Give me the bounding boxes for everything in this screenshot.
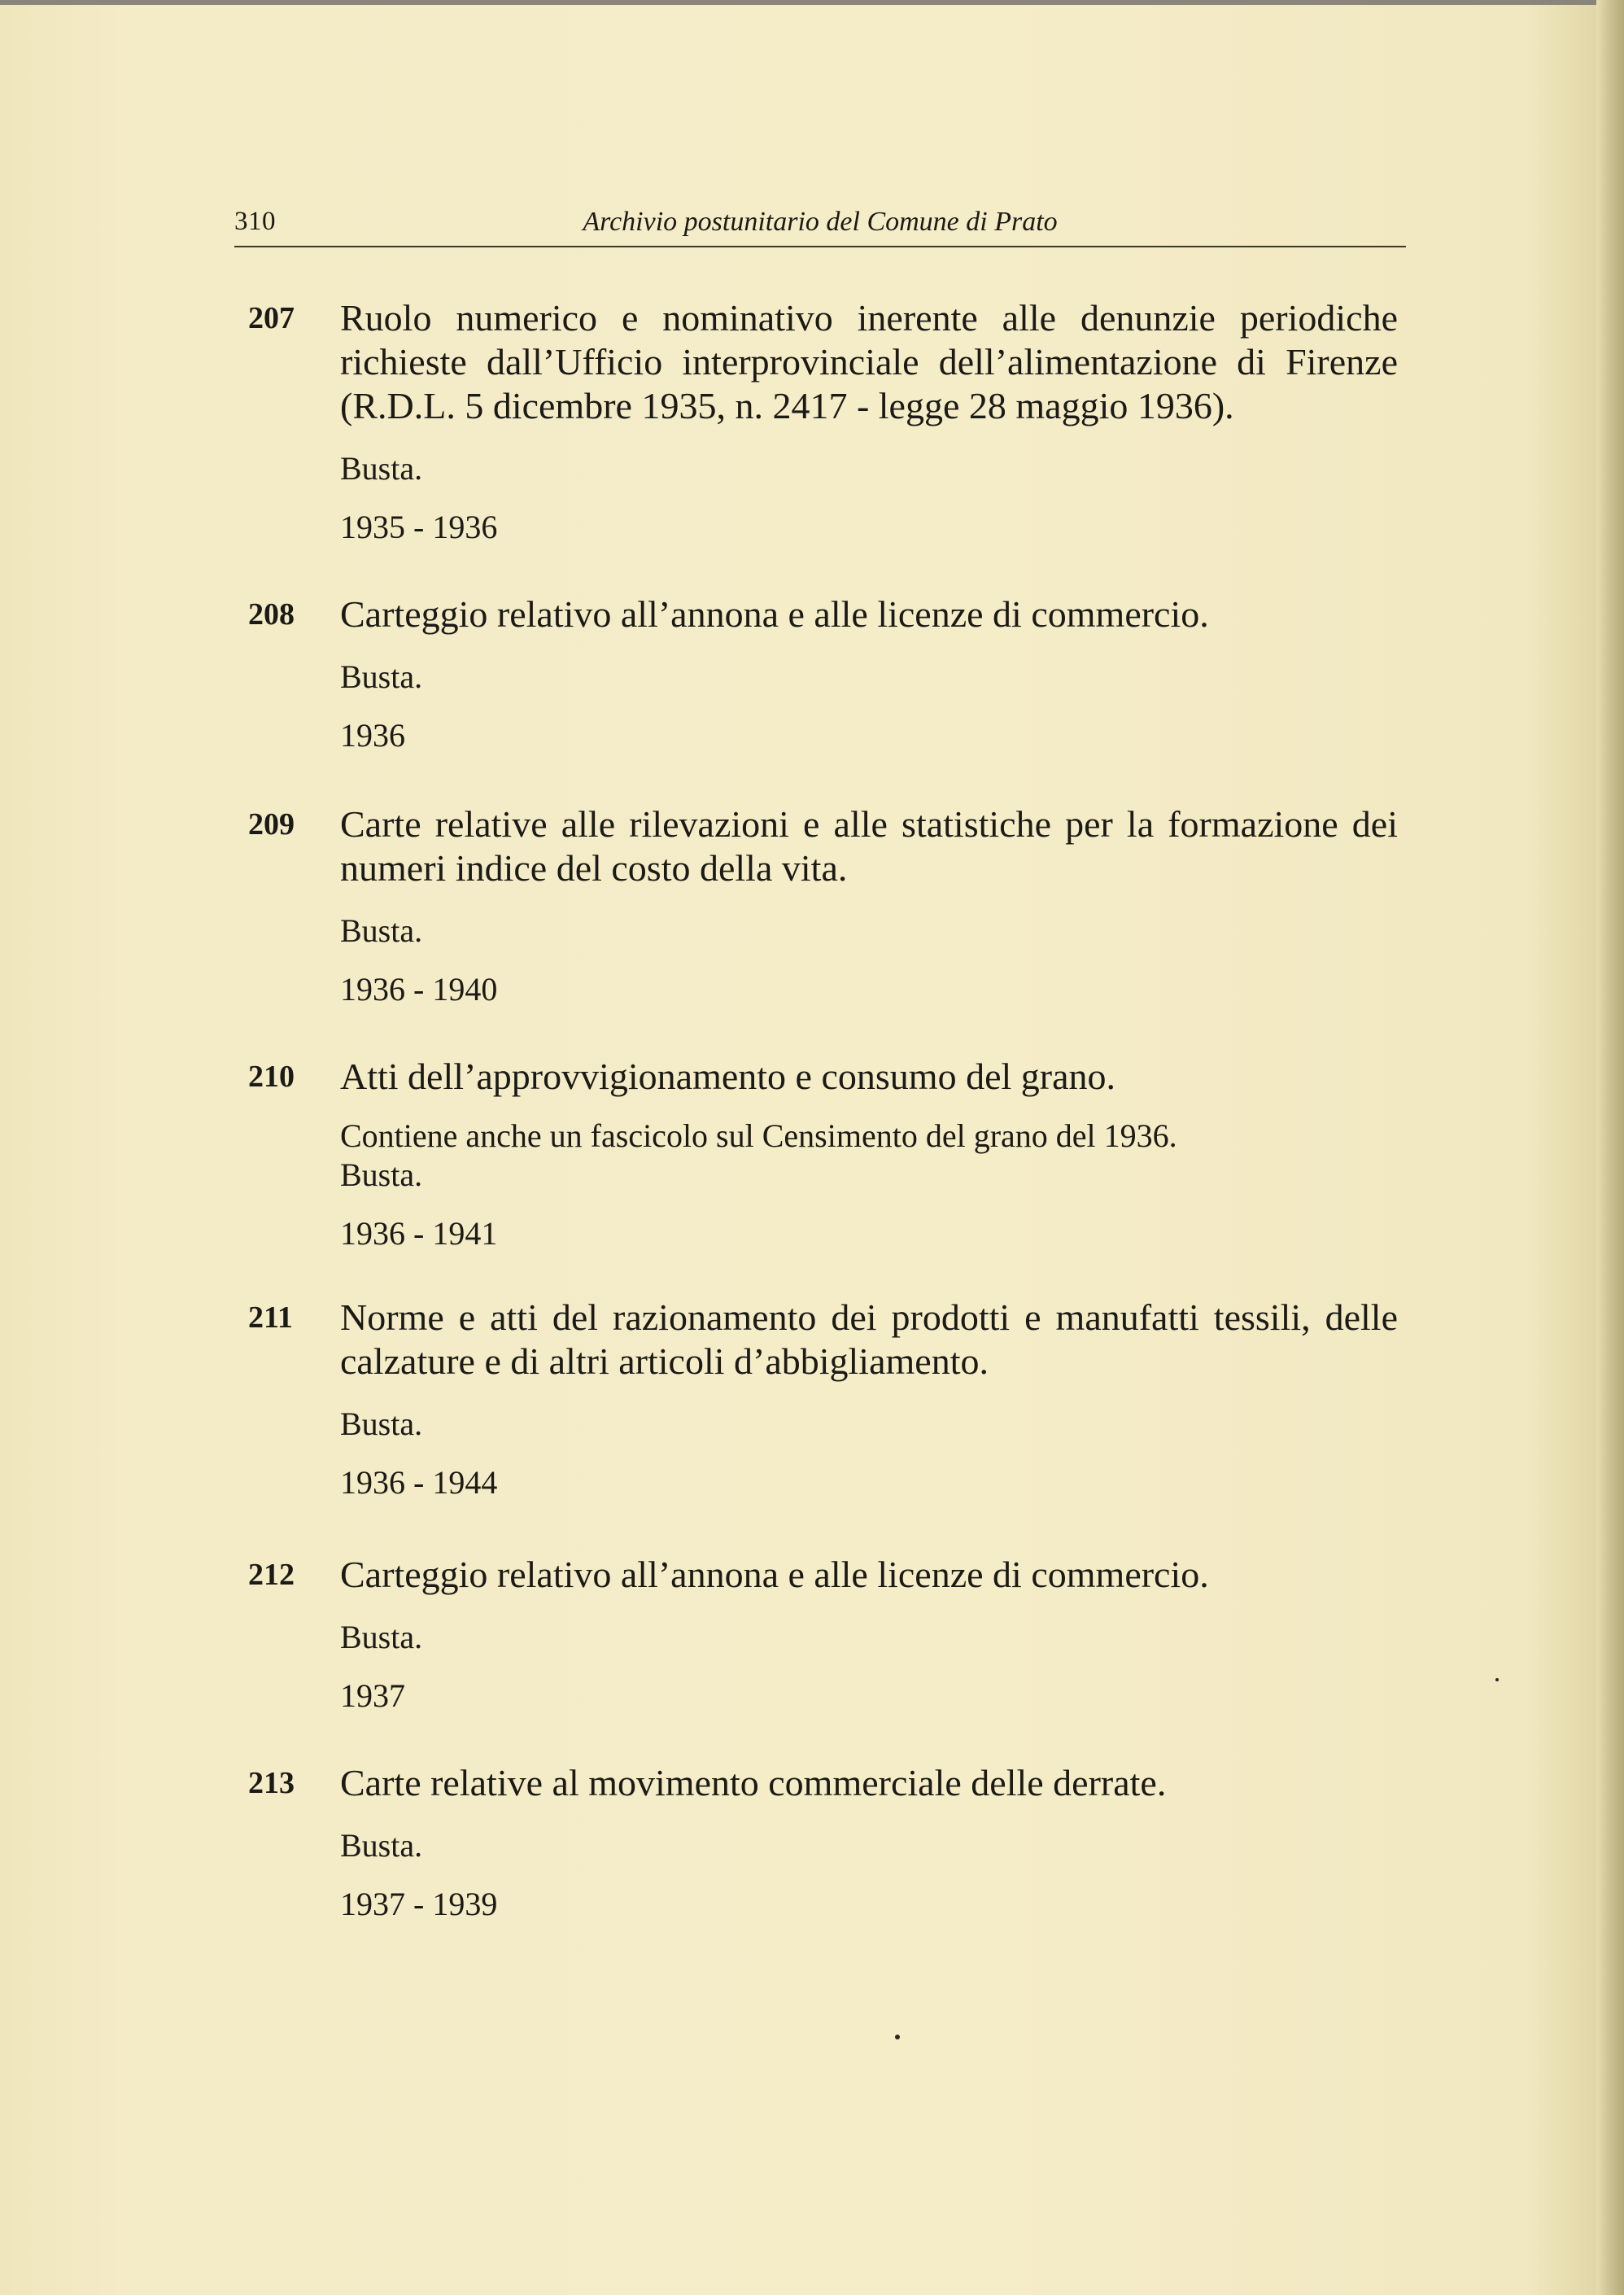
page-number: 310 [234,207,276,236]
entry-number: 209 [248,807,295,842]
entry-dates: 1937 - 1939 [340,1886,498,1922]
entry-body [340,802,1398,1009]
ink-speck [1495,1678,1499,1681]
entry-dates: 1936 - 1944 [340,1464,498,1501]
running-head [234,203,1406,247]
entry-type: Busta. [340,658,423,695]
entry-title: Carteggio relativo all’annona e alle licenze di commercio. [340,593,1209,635]
running-title: Archivio postunitario del Comune di Prato [583,207,1058,237]
entry-type: Busta. [340,1827,423,1864]
entry-note: Contiene anche un fascicolo sul Censimento del grano del 1936. [340,1117,1177,1154]
entry-dates: 1937 [340,1677,405,1714]
entry-type: Busta. [340,1156,423,1193]
entry-type: Busta. [340,1619,423,1655]
entry-body [340,1055,1398,1253]
entry-number: 208 [248,597,295,632]
entry-type: Busta. [340,1405,423,1442]
entry-title: Atti dell’approvvigionamento e consumo del grano. [340,1056,1115,1097]
entry-number: 213 [248,1766,295,1800]
entry-dates: 1935 - 1936 [340,509,498,545]
entry-body [340,296,1398,547]
entry-number: 212 [248,1558,295,1592]
entry-title: Carte relative alle rilevazioni e alle statistiche per la formazione dei numeri indice del costo della vita. [340,803,1398,889]
entry-body [340,1761,1398,1924]
entry-type: Busta. [340,912,423,949]
page-top-edge [0,0,1624,5]
binding-edge [1596,0,1624,2295]
entry-body [340,592,1398,755]
entry-dates: 1936 - 1940 [340,971,498,1008]
entry-title: Norme e atti del razionamento dei prodotti e manufatti tessili, delle calzature e di altri articoli d’abbigliamento. [340,1296,1398,1382]
entry-number: 210 [248,1060,295,1094]
entry-body [340,1296,1398,1502]
entry-title: Carte relative al movimento commerciale delle derrate. [340,1762,1167,1803]
entry-title: Carteggio relativo all’annona e alle licenze di commercio. [340,1554,1209,1595]
entry-dates: 1936 - 1941 [340,1215,498,1252]
entry-title: Ruolo numerico e nominativo inerente alle denunzie periodiche richieste dall’Ufficio interprovinciale dell’alimentazione di Firenze (R.D.L. 5 dicembre 1935, n. 2417 - legge 28 maggio 1936). [340,297,1398,426]
ink-speck [895,2035,900,2039]
entry-number: 211 [248,1300,293,1335]
entry-number: 207 [248,301,295,335]
entry-type: Busta. [340,450,423,487]
entry-body [340,1553,1398,1716]
entry-dates: 1936 [340,717,405,754]
